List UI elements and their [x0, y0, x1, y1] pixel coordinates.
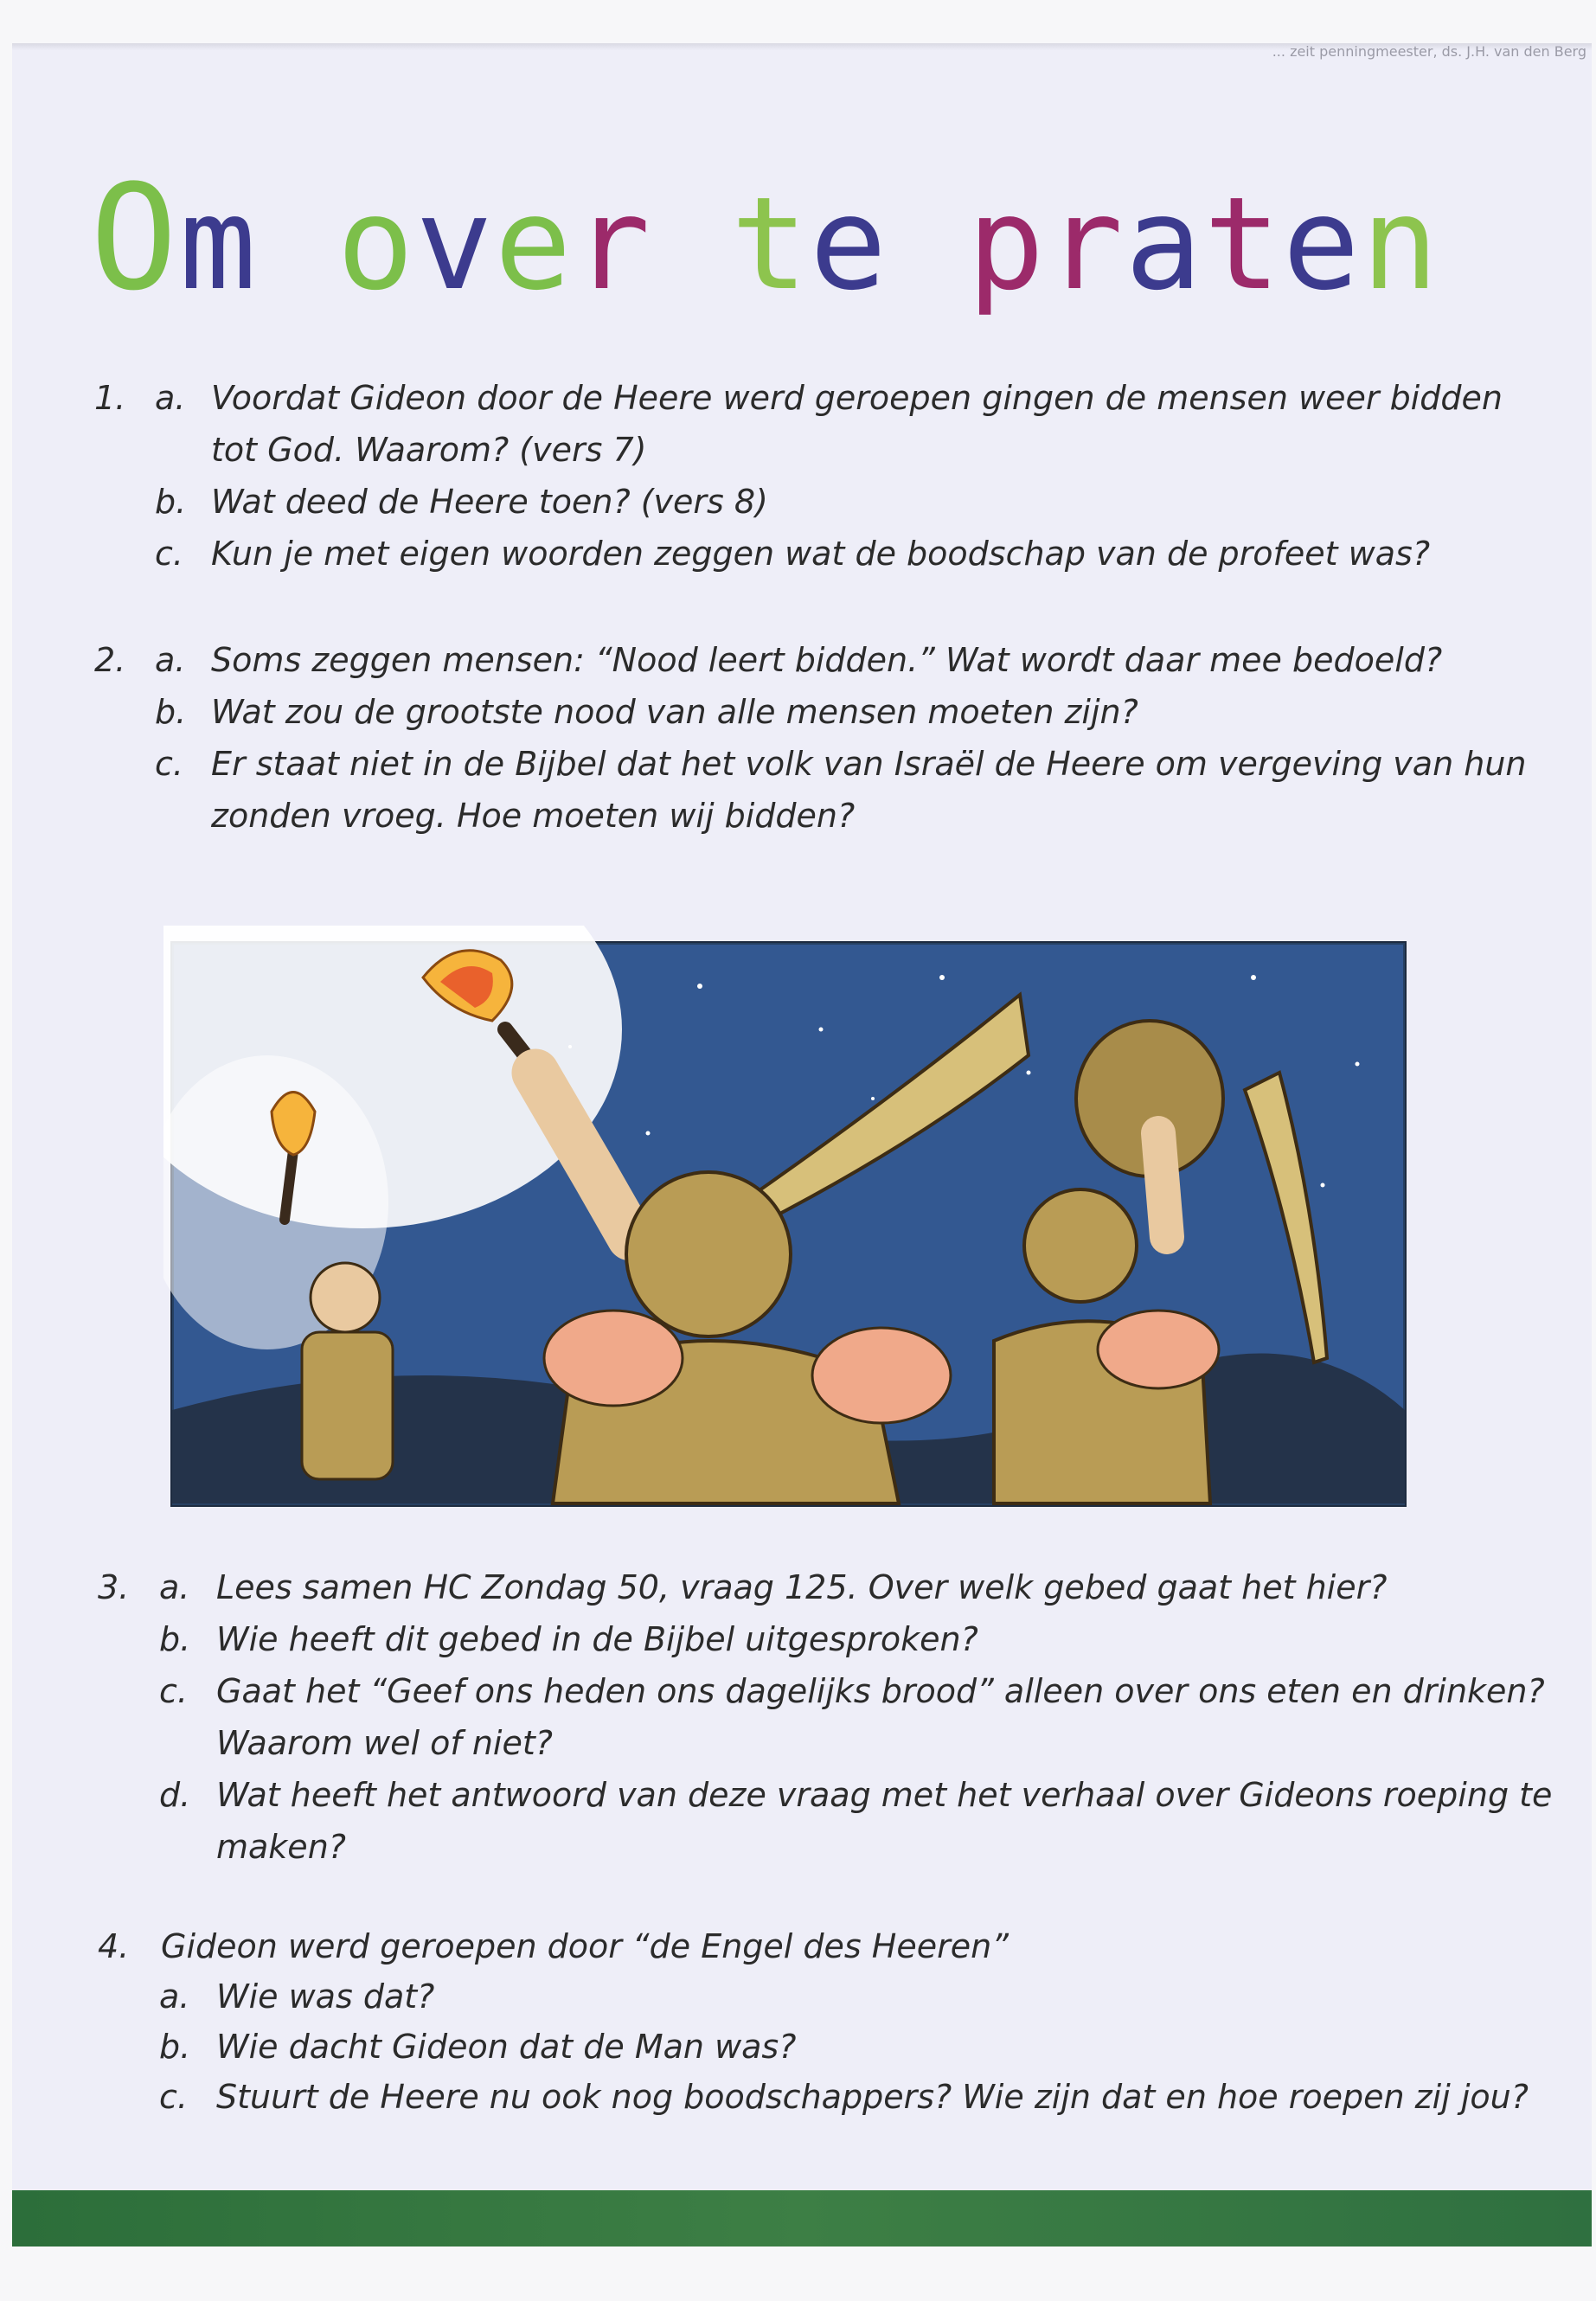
question-text: maken? [216, 1828, 346, 1866]
title-letter [888, 166, 967, 322]
question-text: Er staat niet in de Bijbel dat het volk van Israël de Heere om vergeving van hun [211, 745, 1527, 783]
title-letter [258, 166, 337, 322]
sub-label: d. [159, 1776, 191, 1814]
title-letter: p [967, 170, 1047, 318]
title-letter: n [1361, 170, 1440, 318]
question-text: Gaat het “Geef ons heden ons dagelijks brood” alleen over ons eten en drinken? [216, 1672, 1545, 1710]
question-text: Stuurt de Heere nu ook nog boodschappers? Wie zijn dat en hoe roepen zij jou? [216, 2078, 1529, 2116]
header-note: ... zeit penningmeester, ds. J.H. van den Berg [1272, 43, 1586, 60]
sub-label: c. [159, 2078, 188, 2116]
sub-label: b. [159, 1620, 191, 1658]
sub-label: b. [155, 483, 187, 521]
title-letter: r [1046, 170, 1125, 318]
title-letter: O [90, 153, 180, 323]
page [12, 43, 1592, 2245]
sub-label: a. [159, 1568, 190, 1606]
question-number: 4. [98, 1927, 130, 1965]
title-letter: e [810, 170, 889, 318]
sub-label: c. [159, 1672, 188, 1710]
title-letter: a [1125, 170, 1204, 318]
title-letter: o [337, 170, 416, 318]
question-text: Wie heeft dit gebed in de Bijbel uitgesproken? [216, 1620, 978, 1658]
question-text: Wat heeft het antwoord van deze vraag met het verhaal over Gideons roeping te [216, 1776, 1553, 1814]
sub-label: b. [159, 2028, 191, 2066]
question-number: 3. [98, 1568, 130, 1606]
question-text: tot God. Waarom? (vers 7) [211, 431, 647, 469]
sub-label: c. [155, 745, 183, 783]
title-letter: e [494, 170, 574, 318]
question-text: Wie dacht Gideon dat de Man was? [216, 2028, 797, 2066]
title-letter: t [730, 170, 811, 318]
page-title [90, 153, 1440, 323]
sub-label: a. [155, 641, 186, 679]
title-letter: m [179, 170, 259, 318]
title-letter: t [1203, 170, 1283, 318]
soldier-left [302, 1263, 393, 1479]
title-letter: e [1282, 170, 1362, 318]
question-text: Gideon werd geroepen door “de Engel des Heeren” [161, 1927, 1009, 1965]
sub-label: a. [159, 1977, 190, 2016]
footer-bar [12, 2190, 1592, 2247]
question-text: Lees samen HC Zondag 50, vraag 125. Over welk gebed gaat het hier? [216, 1568, 1388, 1606]
sub-label: b. [155, 693, 187, 731]
question-number: 1. [94, 379, 126, 417]
question-text: Wat deed de Heere toen? (vers 8) [211, 483, 768, 521]
sub-label: a. [155, 379, 186, 417]
gideon-illustration [163, 926, 1413, 1540]
title-letter: r [573, 170, 652, 318]
sub-label: c. [155, 535, 183, 573]
question-text: zonden vroeg. Hoe moeten wij bidden? [211, 797, 856, 835]
question-text: Waarom wel of niet? [216, 1724, 553, 1762]
question-text: Kun je met eigen woorden zeggen wat de boodschap van de profeet was? [211, 535, 1430, 573]
question-text: Wie was dat? [216, 1977, 435, 2016]
question-text: Soms zeggen mensen: “Nood leert bidden.” Wat wordt daar mee bedoeld? [211, 641, 1443, 679]
title-letter: v [415, 170, 495, 318]
title-letter [652, 166, 731, 322]
question-text: Voordat Gideon door de Heere werd geroepen gingen de mensen weer bidden [211, 379, 1503, 417]
question-text: Wat zou de grootste nood van alle mensen moeten zijn? [211, 693, 1138, 731]
question-number: 2. [94, 641, 126, 679]
